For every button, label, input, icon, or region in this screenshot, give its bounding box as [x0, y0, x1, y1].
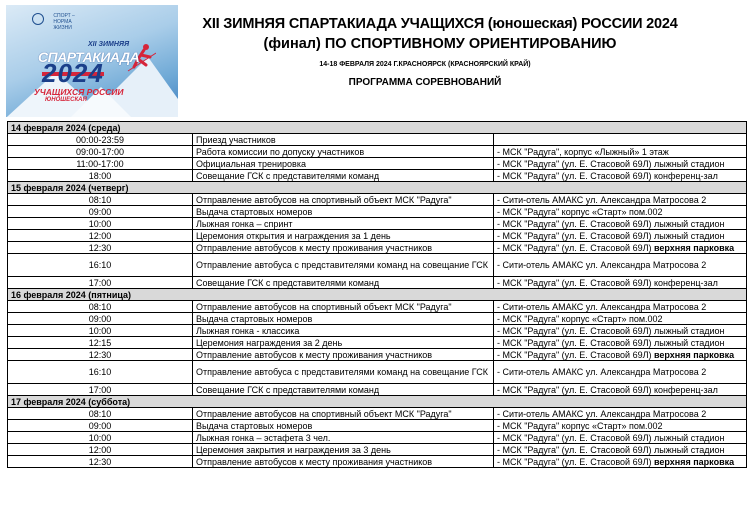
schedule-row — [8, 277, 747, 289]
day-header: 17 февраля 2024 (суббота) — [8, 396, 747, 408]
location-cell — [494, 194, 747, 206]
emblem-icon — [32, 13, 44, 25]
schedule-row — [8, 170, 747, 182]
location-cell — [494, 254, 747, 277]
location-cell — [494, 170, 747, 182]
schedule-row — [8, 158, 747, 170]
event-cell: Выдача стартовых номеров — [193, 206, 494, 218]
schedule-row — [8, 313, 747, 325]
event-cell: Церемония закрытия и награждения за 3 день — [193, 444, 494, 456]
location-text: - МСК "Радуга" (ул. Е. Стасовой 69Л) — [497, 456, 654, 467]
event-cell: Отправление автобусов на спортивный объект МСК "Радуга" — [193, 194, 494, 206]
location-cell — [494, 420, 747, 432]
time-cell: 17:00 — [8, 277, 193, 289]
location-text: - МСК "Радуга" (ул. Е. Стасовой 69Л) лыжный стадион — [497, 218, 725, 229]
event-cell: Отправление автобусов к месту проживания участников — [193, 349, 494, 361]
event-cell: Совещание ГСК с представителями команд — [193, 277, 494, 289]
event-cell: Лыжная гонка - классика — [193, 325, 494, 337]
event-cell: Выдача стартовых номеров — [193, 420, 494, 432]
time-cell: 16:10 — [8, 361, 193, 384]
location-text: - МСК "Радуга" корпус «Старт» пом.002 — [497, 313, 663, 324]
location-cell — [494, 230, 747, 242]
schedule-row — [8, 408, 747, 420]
title-line-2: (финал) ПО СПОРТИВНОМУ ОРИЕНТИРОВАНИЮ — [263, 36, 617, 52]
schedule-row — [8, 420, 747, 432]
time-cell: 12:15 — [8, 337, 193, 349]
event-cell: Отправление автобусов на спортивный объект МСК "Радуга" — [193, 301, 494, 313]
schedule-row — [8, 456, 747, 468]
location-emphasis: верхняя парковка — [654, 349, 735, 360]
event-cell: Отправление автобусов к месту проживания участников — [193, 242, 494, 254]
schedule-table — [7, 121, 747, 468]
event-cell: Официальная тренировка — [193, 158, 494, 170]
schedule-row — [8, 337, 747, 349]
schedule-row — [8, 432, 747, 444]
time-cell: 10:00 — [8, 432, 193, 444]
time-cell: 08:10 — [8, 194, 193, 206]
location-emphasis: верхняя парковка — [654, 242, 735, 253]
location-cell — [494, 444, 747, 456]
location-cell — [494, 277, 747, 289]
banner-year-text: 2024 — [42, 58, 104, 88]
schedule-row — [8, 194, 747, 206]
location-text: - Сити-отель АМАКС ул. Александра Матросова 2 — [497, 194, 707, 205]
banner-edition: XII ЗИМНЯЯ — [88, 41, 130, 48]
time-cell: 16:10 — [8, 254, 193, 277]
location-text: - МСК "Радуга" (ул. Е. Стасовой 69Л) — [497, 349, 654, 360]
location-cell — [494, 242, 747, 254]
location-text: - Сити-отель АМАКС ул. Александра Матросова 2 — [497, 260, 707, 270]
location-cell — [494, 432, 747, 444]
event-cell: Отправление автобуса с представителями команд на совещание ГСК — [193, 254, 494, 277]
time-cell: 12:00 — [8, 444, 193, 456]
time-cell: 12:00 — [8, 230, 193, 242]
location-text: - МСК "Радуга" (ул. Е. Стасовой 69Л) конференц-зал — [497, 384, 718, 395]
location-cell — [494, 301, 747, 313]
time-cell: 00:00-23:59 — [8, 134, 193, 146]
schedule-body — [8, 122, 747, 468]
location-text: - МСК "Радуга" (ул. Е. Стасовой 69Л) лыжный стадион — [497, 158, 725, 169]
location-text: - МСК "Радуга" корпус «Старт» пом.002 — [497, 206, 663, 217]
location-text: - МСК "Радуга" (ул. Е. Стасовой 69Л) конференц-зал — [497, 277, 718, 288]
day-header: 14 февраля 2024 (среда) — [8, 122, 747, 134]
banner-subtitle: УЧАЩИХСЯ РОССИИ — [34, 87, 124, 97]
schedule-row — [8, 349, 747, 361]
time-cell: 09:00 — [8, 420, 193, 432]
location-text: - МСК "Радуга" (ул. Е. Стасовой 69Л) конференц-зал — [497, 170, 718, 181]
time-cell: 12:30 — [8, 242, 193, 254]
schedule-row — [8, 218, 747, 230]
location-cell — [494, 456, 747, 468]
location-text: - МСК "Радуга" (ул. Е. Стасовой 69Л) лыжный стадион — [497, 337, 725, 348]
event-cell: Приезд участников — [193, 134, 494, 146]
location-cell — [494, 361, 747, 384]
event-cell: Церемония награждения за 2 день — [193, 337, 494, 349]
location-emphasis: верхняя парковка — [654, 456, 735, 467]
location-cell — [494, 384, 747, 396]
location-cell — [494, 134, 747, 146]
program-title: ПРОГРАММА СОРЕВНОВАНИЙ — [348, 77, 502, 88]
location-text: - МСК "Радуга", корпус «Лыжный» 1 этаж — [497, 146, 669, 157]
day-header-row — [8, 122, 747, 134]
time-cell: 10:00 — [8, 325, 193, 337]
location-cell — [494, 158, 747, 170]
day-header-row — [8, 396, 747, 408]
event-cell: Церемония открытия и награждения за 1 день — [193, 230, 494, 242]
location-text: - МСК "Радуга" (ул. Е. Стасовой 69Л) лыжный стадион — [497, 444, 725, 455]
schedule-row — [8, 146, 747, 158]
location-cell — [494, 218, 747, 230]
location-text: - МСК "Радуга" (ул. Е. Стасовой 69Л) — [497, 242, 654, 253]
schedule-row — [8, 206, 747, 218]
event-cell: Отправление автобусов на спортивный объект МСК "Радуга" — [193, 408, 494, 420]
schedule-row — [8, 361, 747, 384]
schedule-row — [8, 301, 747, 313]
title-line-1: XII ЗИМНЯЯ СПАРТАКИАДА УЧАЩИХСЯ (юношеская) РОССИИ 2024 — [202, 16, 678, 32]
dates-location: 14-18 ФЕВРАЛЯ 2024 Г.КРАСНОЯРСК (КРАСНОЯРСКИЙ КРАЙ) — [319, 61, 531, 68]
location-cell — [494, 408, 747, 420]
location-text: - МСК "Радуга" (ул. Е. Стасовой 69Л) лыжный стадион — [497, 230, 725, 241]
schedule-row — [8, 242, 747, 254]
day-header-row — [8, 182, 747, 194]
time-cell: 17:00 — [8, 384, 193, 396]
time-cell: 08:10 — [8, 408, 193, 420]
event-cell: Лыжная гонка – спринт — [193, 218, 494, 230]
event-cell: Отправление автобусов к месту проживания участников — [193, 456, 494, 468]
schedule-row — [8, 384, 747, 396]
sport-norm-logo: СПОРТ – НОРМА ЖИЗНИ — [53, 13, 75, 31]
event-cell: Совещание ГСК с представителями команд — [193, 384, 494, 396]
location-cell — [494, 146, 747, 158]
banner-year — [42, 60, 104, 86]
location-text: - Сити-отель АМАКС ул. Александра Матросова 2 — [497, 367, 707, 377]
day-header: 15 февраля 2024 (четверг) — [8, 182, 747, 194]
event-cell: Работа комиссии по допуску участников — [193, 146, 494, 158]
time-cell: 09:00-17:00 — [8, 146, 193, 158]
event-banner — [6, 5, 178, 117]
time-cell: 09:00 — [8, 206, 193, 218]
location-text: - МСК "Радуга" корпус «Старт» пом.002 — [497, 420, 663, 431]
time-cell: 08:10 — [8, 301, 193, 313]
location-cell — [494, 206, 747, 218]
time-cell: 10:00 — [8, 218, 193, 230]
location-text: - МСК "Радуга" (ул. Е. Стасовой 69Л) лыжный стадион — [497, 432, 725, 443]
banner-category: ЮНОШЕСКАЯ — [45, 97, 87, 103]
schedule-row — [8, 444, 747, 456]
schedule-row — [8, 134, 747, 146]
day-header: 16 февраля 2024 (пятница) — [8, 289, 747, 301]
location-text: - Сити-отель АМАКС ул. Александра Матросова 2 — [497, 408, 707, 419]
schedule-row — [8, 230, 747, 242]
location-cell — [494, 337, 747, 349]
sponsor-logos — [32, 13, 83, 31]
schedule-row — [8, 325, 747, 337]
event-cell: Лыжная гонка – эстафета 3 чел. — [193, 432, 494, 444]
location-cell — [494, 349, 747, 361]
schedule-row — [8, 254, 747, 277]
event-cell: Отправление автобуса с представителями команд на совещание ГСК — [193, 361, 494, 384]
time-cell: 09:00 — [8, 313, 193, 325]
location-cell — [494, 325, 747, 337]
time-cell: 12:30 — [8, 456, 193, 468]
location-text: - МСК "Радуга" (ул. Е. Стасовой 69Л) лыжный стадион — [497, 325, 725, 336]
location-cell — [494, 313, 747, 325]
time-cell: 12:30 — [8, 349, 193, 361]
time-cell: 11:00-17:00 — [8, 158, 193, 170]
location-text: - Сити-отель АМАКС ул. Александра Матросова 2 — [497, 301, 707, 312]
banner-name: СПАРТАКИАДА — [38, 49, 140, 65]
event-cell: Совещание ГСК с представителями команд — [193, 170, 494, 182]
event-cell: Выдача стартовых номеров — [193, 313, 494, 325]
document-header — [180, 14, 700, 89]
day-header-row — [8, 289, 747, 301]
time-cell: 18:00 — [8, 170, 193, 182]
